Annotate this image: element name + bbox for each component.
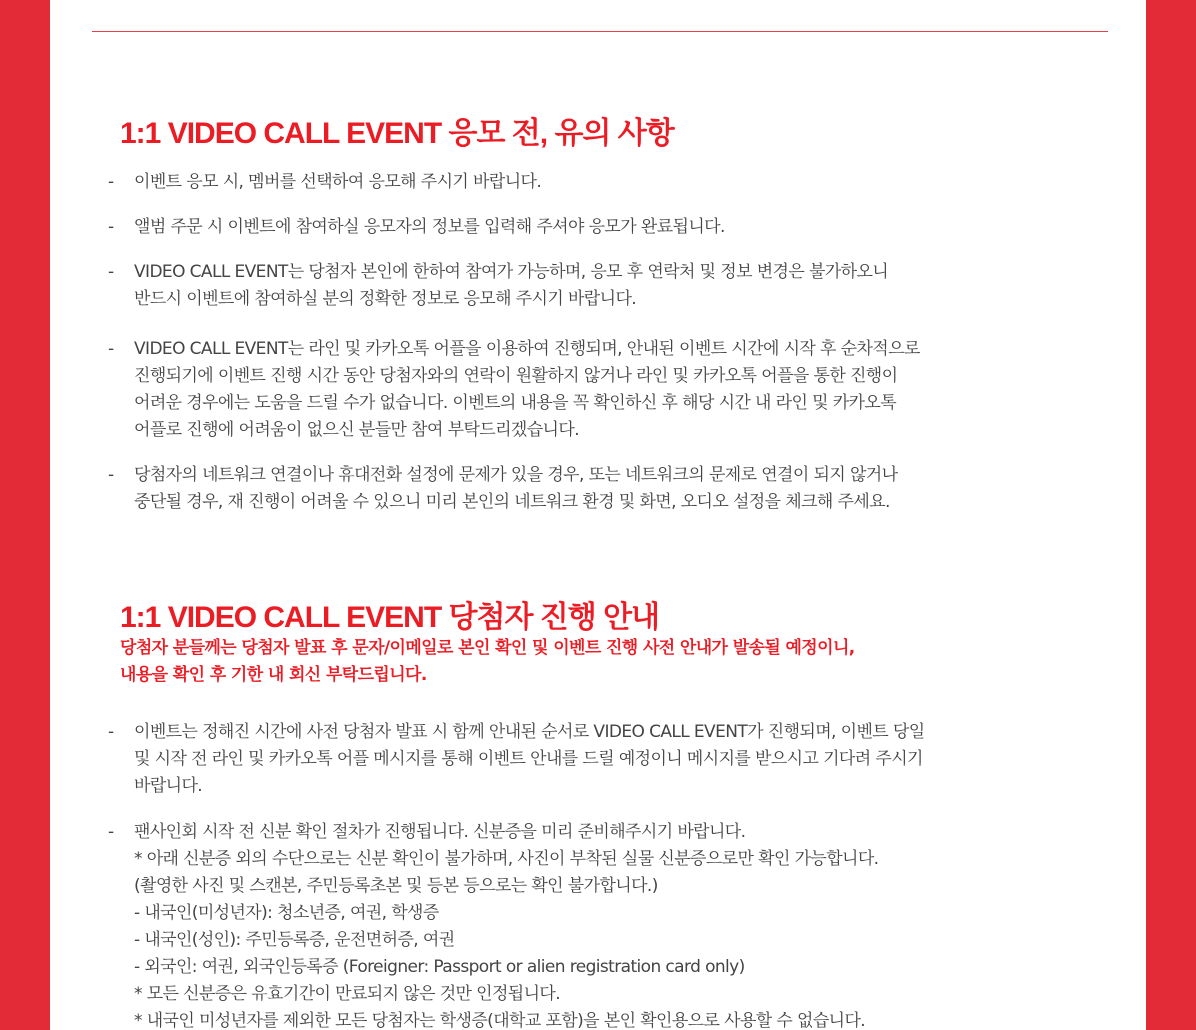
item-line: (촬영한 사진 및 스캔본, 주민등록초본 및 등본 등으로는 확인 불가합니다.) <box>134 876 658 896</box>
section2-title: 1:1 VIDEO CALL EVENT 당첨자 진행 안내 <box>120 601 660 634</box>
notice-line: 당첨자 분들께는 당첨자 발표 후 문자/이메일로 본인 확인 및 이벤트 진행 사전 안내가 발송될 예정이니, <box>120 638 855 658</box>
notice-line: 내용을 확인 후 기한 내 회신 부탁드립니다. <box>120 665 427 685</box>
top-divider <box>92 31 1108 32</box>
section1-item-5 <box>108 462 1138 516</box>
section2-item-2 <box>108 819 1138 1030</box>
section1-title: 1:1 VIDEO CALL EVENT 응모 전, 유의 사항 <box>120 117 674 150</box>
notice-panel <box>50 0 1146 1030</box>
section1-item-4 <box>108 336 1138 444</box>
section1-item-2 <box>108 214 1138 241</box>
bullet-dash: - <box>108 262 115 282</box>
section1-item-3 <box>108 259 1138 313</box>
item-line: VIDEO CALL EVENT는 라인 및 카카오톡 어플을 이용하여 진행되며, 안내된 이벤트 시간에 시작 후 순차적으로 <box>134 339 920 359</box>
bullet-dash: - <box>108 822 115 842</box>
bullet-dash: - <box>108 722 115 742</box>
section1-item-1 <box>108 169 1138 196</box>
item-line: * 내국인 미성년자를 제외한 모든 당첨자는 학생증(대학교 포함)을 본인 확인용으로 사용할 수 없습니다. <box>134 1011 866 1030</box>
item-line: 당첨자의 네트워크 연결이나 휴대전화 설정에 문제가 있을 경우, 또는 네트워크의 문제로 연결이 되지 않거나 <box>134 465 898 485</box>
item-line: 반드시 이벤트에 참여하실 분의 정확한 정보로 응모해 주시기 바랍니다. <box>134 289 637 309</box>
item-line: 어플로 진행에 어려움이 없으신 분들만 참여 부탁드리겠습니다. <box>134 420 579 440</box>
item-line: 팬사인회 시작 전 신분 확인 절차가 진행됩니다. 신분증을 미리 준비해주시기 바랍니다. <box>134 822 746 842</box>
item-line: VIDEO CALL EVENT는 당첨자 본인에 한하여 참여가 가능하며, 응모 후 연락처 및 정보 변경은 불가하오니 <box>134 262 889 282</box>
item-line: - 외국인: 여권, 외국인등록증 (Foreigner: Passport or alien registration card only) <box>134 957 745 977</box>
bullet-dash: - <box>108 339 115 359</box>
item-line: 이벤트 응모 시, 멤버를 선택하여 응모해 주시기 바랍니다. <box>134 172 542 192</box>
item-line: 진행되기에 이벤트 진행 시간 동안 당첨자와의 연락이 원활하지 않거나 라인 및 카카오톡 어플을 통한 진행이 <box>134 366 898 386</box>
bullet-dash: - <box>108 172 115 192</box>
item-line: 중단될 경우, 재 진행이 어려울 수 있으니 미리 본인의 네트워크 환경 및 화면, 오디오 설정을 체크해 주세요. <box>134 492 890 512</box>
item-line: 및 시작 전 라인 및 카카오톡 어플 메시지를 통해 이벤트 안내를 드릴 예정이니 메시지를 받으시고 기다려 주시기 <box>134 749 923 769</box>
item-line: * 아래 신분증 외의 수단으로는 신분 확인이 불가하며, 사진이 부착된 실물 신분증으로만 확인 가능합니다. <box>134 849 879 869</box>
item-line: 어려운 경우에는 도움을 드릴 수가 없습니다. 이벤트의 내용을 꼭 확인하신 후 해당 시간 내 라인 및 카카오톡 <box>134 393 897 413</box>
section2-item-1 <box>108 719 1138 800</box>
bullet-dash: - <box>108 217 115 237</box>
item-line: 앨범 주문 시 이벤트에 참여하실 응모자의 정보를 입력해 주셔야 응모가 완료됩니다. <box>134 217 725 237</box>
winner-notice <box>120 635 855 689</box>
item-line: * 모든 신분증은 유효기간이 만료되지 않은 것만 인정됩니다. <box>134 984 561 1004</box>
item-line: - 내국인(미성년자): 청소년증, 여권, 학생증 <box>134 903 439 923</box>
item-line: 바랍니다. <box>134 776 203 796</box>
item-line: - 내국인(성인): 주민등록증, 운전면허증, 여권 <box>134 930 455 950</box>
item-line: 이벤트는 정해진 시간에 사전 당첨자 발표 시 함께 안내된 순서로 VIDEO CALL EVENT가 진행되며, 이벤트 당일 <box>134 722 925 742</box>
bullet-dash: - <box>108 465 115 485</box>
